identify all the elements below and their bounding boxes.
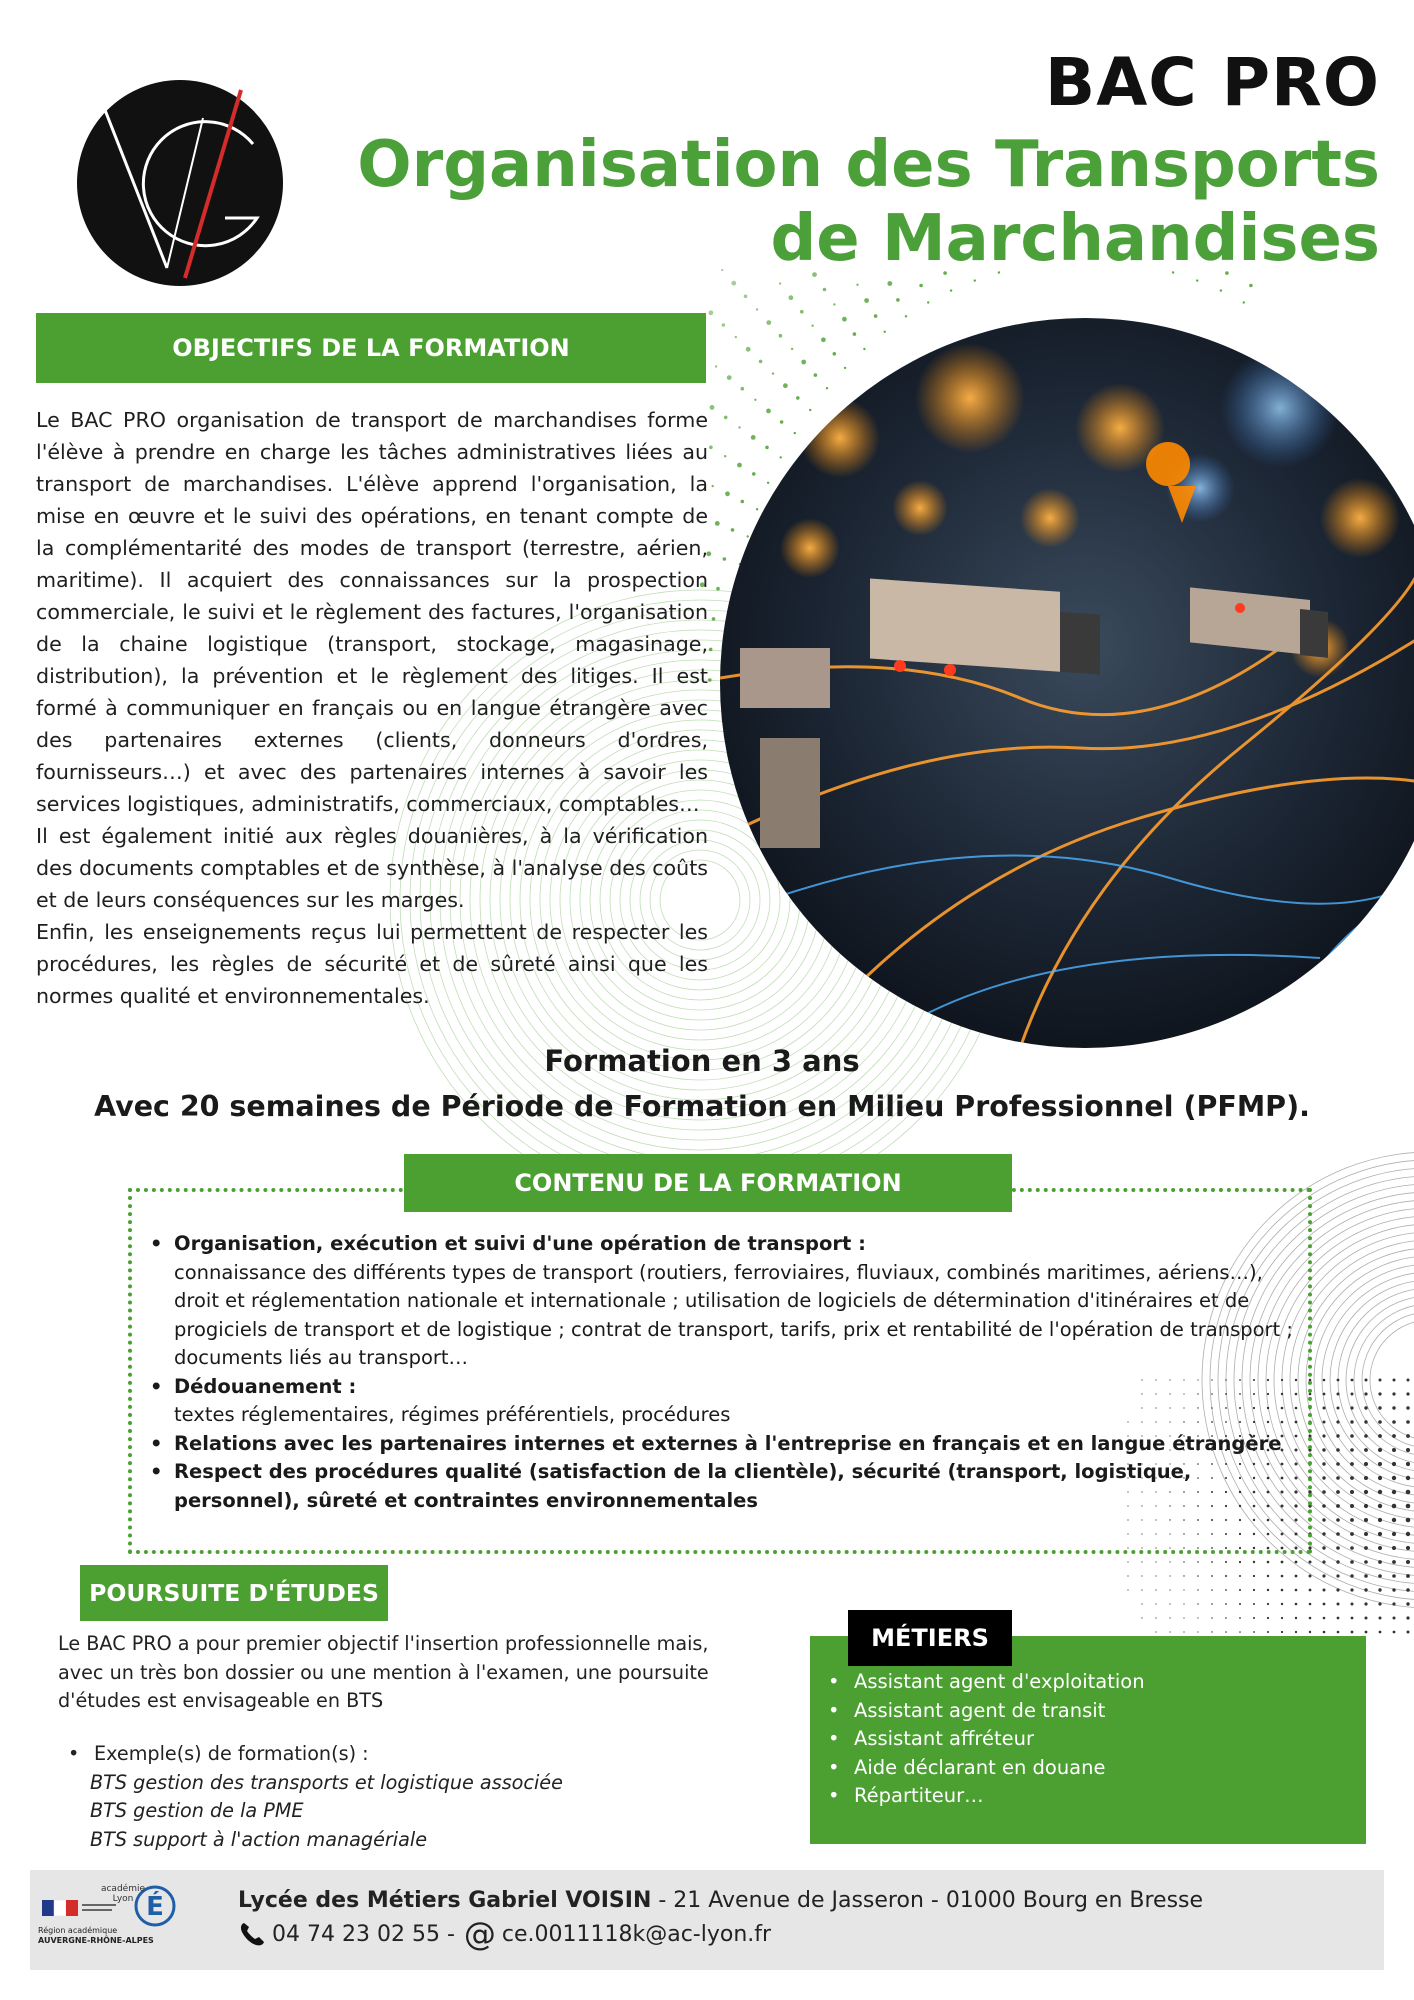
list-item-title: Organisation, exécution et suivi d'une opération de transport : — [174, 1232, 866, 1255]
school-address: - 21 Avenue de Jasseron - 01000 Bourg en Bresse — [651, 1888, 1204, 1913]
metiers-heading: MÉTIERS — [848, 1610, 1012, 1666]
objectifs-paragraph: Enfin, les enseignements reçus lui permettent de respecter les procédures, les règles de sécurité et de sûreté ainsi que les normes qualité et environnementales. — [36, 920, 708, 1008]
poursuite-text: Le BAC PRO a pour premier objectif l'insertion professionnelle mais, avec un très bon dossier ou une mention à l'examen, une poursuite d'études est envisageable en BTS — [58, 1632, 709, 1712]
list-item-title: Relations avec les partenaires internes et externes à l'entreprise en français et en langue étrangère — [174, 1431, 1282, 1455]
footer-address — [238, 1888, 1203, 1913]
institution-logos — [38, 1878, 178, 1962]
list-item-title: Respect des procédures qualité (satisfaction de la clientèle), sécurité (transport, logistique, personnel), sûreté et contraintes environnementales — [174, 1460, 1192, 1512]
example-item: BTS support à l'action managériale — [90, 1827, 428, 1851]
list-item-detail: connaissance des différents types de transport (routiers, ferroviaires, fluviaux, combinés maritimes, aériens…), droit et réglementation nationale et internationale ; utilisation de logiciels de détermination d'itinéraires et de progiciels de transport et de logistique ; contrat de transport, tarifs, prix et rentabilité de l'opération de transport ; documents liés au transport… — [174, 1260, 1293, 1369]
phone-icon — [238, 1920, 268, 1948]
page-title-line-1: Organisation des Transports — [357, 128, 1380, 202]
objectifs-heading: OBJECTIFS DE LA FORMATION — [36, 313, 706, 383]
formation-duration: Formation en 3 ans — [544, 1044, 860, 1078]
list-item: • Assistant agent d'exploitation — [826, 1668, 1346, 1697]
title-bac-pro: BAC PRO — [1044, 44, 1380, 121]
list-item — [148, 1230, 1298, 1373]
list-item — [148, 1458, 1298, 1515]
region-label-1: Région académique — [38, 1926, 118, 1935]
page-title-line-2: de Marchandises — [770, 202, 1380, 276]
list-item-detail: textes réglementaires, régimes préférentiels, procédures — [174, 1403, 731, 1426]
list-item: • Répartiteur… — [826, 1782, 1346, 1811]
email-link[interactable]: ce.0011118k@ac-lyon.fr — [501, 1921, 772, 1947]
example-item: BTS gestion des transports et logistique associée — [90, 1770, 563, 1794]
metiers-list — [826, 1668, 1346, 1811]
objectifs-paragraph: Le BAC PRO organisation de transport de marchandises forme l'élève à prendre en charge les tâches administratives liées au transport de marchandises. L'élève apprend l'organisation, la mise en œuvre et le suivi des opérations, en tenant compte de la complémentarité des modes de transport (terrestre, aérien, maritime). Il acquiert des connaissances sur la prospection commerciale, le suivi et le règlement des factures, l'organisation de la chaine logistique (transport, stockage, magasinage, distribution), la prévention et le règlement des litiges. Il est formé à communiquer en français ou en langue étrangère avec des partenaires externes (clients, donneurs d'ordres, fournisseurs…) et avec des partenaires internes à savoir les services logistiques, administratifs, commerciaux, comptables… — [36, 408, 708, 816]
logistics-network-photo — [720, 318, 1414, 1048]
list-item — [148, 1373, 1298, 1430]
formation-pfmp: Avec 20 semaines de Période de Formation en Milieu Professionnel (PFMP). — [94, 1090, 1310, 1123]
list-item — [148, 1430, 1298, 1459]
academie-label: académie Lyon — [100, 1884, 146, 1904]
list-item: • Aide déclarant en douane — [826, 1754, 1346, 1783]
list-item: • Assistant agent de transit — [826, 1697, 1346, 1726]
contenu-list — [148, 1230, 1298, 1515]
logo-mark-icon — [75, 78, 285, 288]
contact-separator: - — [439, 1921, 462, 1947]
contenu-heading: CONTENU DE LA FORMATION — [404, 1154, 1012, 1212]
list-item: • Assistant affréteur — [826, 1725, 1346, 1754]
poursuite-heading: POURSUITE D'ÉTUDES — [80, 1565, 388, 1621]
region-label-2: AUVERGNE-RHÔNE-ALPES — [38, 1936, 154, 1945]
school-name: Lycée des Métiers Gabriel VOISIN — [238, 1888, 652, 1913]
examples-label: • Exemple(s) de formation(s) : — [58, 1740, 758, 1769]
academie-e-icon: É — [146, 1892, 164, 1922]
at-sign-icon: @ — [463, 1915, 496, 1953]
page-title — [260, 128, 1380, 276]
poursuite-examples — [58, 1740, 758, 1854]
phone-number[interactable]: 04 74 23 02 55 — [272, 1921, 440, 1947]
objectifs-paragraph: Il est également initié aux règles douanières, à la vérification des documents comptables et de synthèse, à l'analyse des coûts et de leurs conséquences sur les marges. — [36, 824, 709, 912]
example-item: BTS gestion de la PME — [90, 1799, 304, 1822]
list-item-title: Dédouanement : — [174, 1374, 357, 1398]
footer-contact — [238, 1915, 772, 1953]
objectifs-text — [36, 404, 708, 1012]
